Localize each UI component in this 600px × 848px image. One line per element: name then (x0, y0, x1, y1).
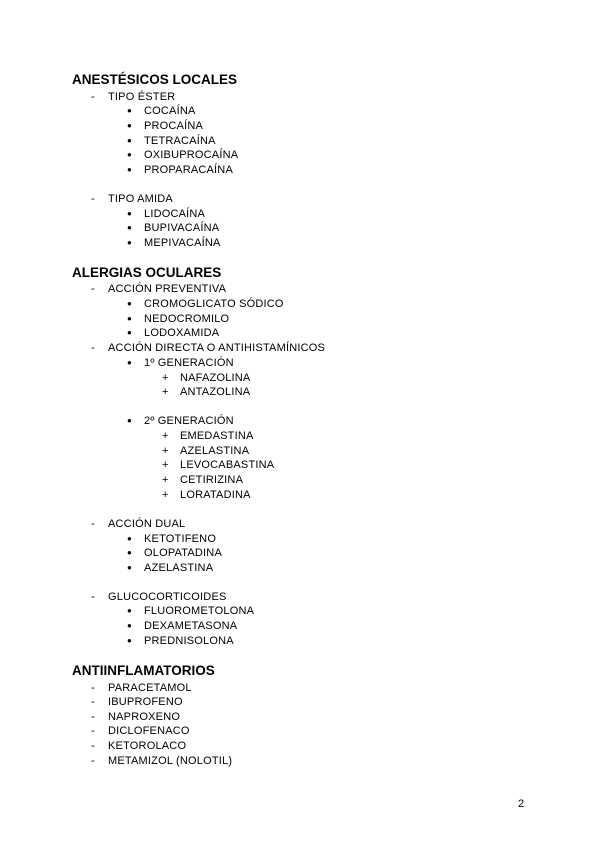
bullet-marker: ● (127, 636, 132, 645)
list-item-level-2: DEXAMETASONA (144, 620, 238, 632)
section-heading: ANTIINFLAMATORIOS (72, 663, 215, 678)
list-item-level-1: PARACETAMOL (108, 682, 192, 694)
dash-marker: - (91, 711, 95, 723)
list-item-level-3: ANTAZOLINA (180, 386, 251, 398)
list-item-level-3: LEVOCABASTINA (180, 459, 275, 471)
section-heading: ALERGIAS OCULARES (72, 265, 222, 280)
bullet-marker: ● (127, 209, 132, 218)
list-item-level-1: ACCIÓN DIRECTA O ANTIHISTAMÍNICOS (108, 342, 326, 354)
list-item-level-2: OXIBUPROCAÍNA (144, 149, 239, 161)
dash-marker: - (91, 755, 95, 767)
list-item-level-2: BUPIVACAÍNA (144, 222, 220, 234)
list-item-level-2: PROPARACAÍNA (144, 164, 233, 176)
list-item-level-3: LORATADINA (180, 489, 251, 501)
bullet-marker: ● (127, 563, 132, 572)
list-item-level-2: AZELASTINA (144, 562, 214, 574)
dash-marker: - (91, 591, 95, 603)
list-item-level-3: CETIRIZINA (180, 474, 244, 486)
list-item-level-2: PROCAÍNA (144, 120, 204, 132)
list-item-level-1: TIPO AMIDA (108, 193, 173, 205)
list-item-level-2: PREDNISOLONA (144, 635, 234, 647)
list-item-level-2: FLUOROMETOLONA (144, 605, 255, 617)
plus-marker: + (162, 474, 169, 486)
bullet-marker: ● (127, 223, 132, 232)
dash-marker: - (91, 193, 95, 205)
dash-marker: - (91, 725, 95, 737)
dash-marker: - (91, 740, 95, 752)
bullet-marker: ● (127, 238, 132, 247)
dash-marker: - (91, 682, 95, 694)
list-item-level-2: OLOPATADINA (144, 547, 222, 559)
list-item-level-2: CROMOGLICATO SÓDICO (144, 298, 284, 310)
dash-marker: - (91, 342, 95, 354)
bullet-marker: ● (127, 299, 132, 308)
list-item-level-2: NEDOCROMILO (144, 313, 230, 325)
list-item-level-1: IBUPROFENO (108, 696, 183, 708)
bullet-marker: ● (127, 150, 132, 159)
list-item-level-2: KETOTIFENO (144, 533, 217, 545)
bullet-marker: ● (127, 621, 132, 630)
bullet-marker: ● (127, 314, 132, 323)
list-item-level-2: COCAÍNA (144, 105, 196, 117)
list-item-level-3: NAFAZOLINA (180, 372, 251, 384)
list-item-level-2: TETRACAÍNA (144, 135, 216, 147)
bullet-marker: ● (127, 121, 132, 130)
plus-marker: + (162, 445, 169, 457)
list-item-level-1: ACCIÓN DUAL (108, 518, 186, 530)
bullet-marker: ● (127, 548, 132, 557)
bullet-marker: ● (127, 106, 132, 115)
dash-marker: - (91, 696, 95, 708)
plus-marker: + (162, 489, 169, 501)
bullet-marker: ● (127, 606, 132, 615)
dash-marker: - (91, 518, 95, 530)
list-item-level-2: 2º GENERACIÓN (144, 415, 234, 427)
plus-marker: + (162, 430, 169, 442)
bullet-marker: ● (127, 328, 132, 337)
bullet-marker: ● (127, 416, 132, 425)
bullet-marker: ● (127, 358, 132, 367)
dash-marker: - (91, 91, 95, 103)
plus-marker: + (162, 459, 169, 471)
page-number: 2 (518, 798, 525, 810)
dash-marker: - (91, 283, 95, 295)
list-item-level-1: DICLOFENACO (108, 725, 190, 737)
list-item-level-1: ACCIÓN PREVENTIVA (108, 283, 227, 295)
list-item-level-1: METAMIZOL (NOLOTIL) (108, 755, 233, 767)
list-item-level-1: GLUCOCORTICOIDES (108, 591, 227, 603)
list-item-level-2: MEPIVACAÍNA (144, 237, 221, 249)
bullet-marker: ● (127, 165, 132, 174)
plus-marker: + (162, 372, 169, 384)
bullet-marker: ● (127, 534, 132, 543)
section-heading: ANESTÉSICOS LOCALES (72, 72, 238, 87)
plus-marker: + (162, 386, 169, 398)
list-item-level-3: AZELASTINA (180, 445, 250, 457)
list-item-level-3: EMEDASTINA (180, 430, 254, 442)
list-item-level-1: TIPO ÉSTER (108, 91, 176, 103)
list-item-level-2: LIDOCAÍNA (144, 208, 206, 220)
bullet-marker: ● (127, 136, 132, 145)
list-item-level-2: 1º GENERACIÓN (144, 357, 234, 369)
list-item-level-1: NAPROXENO (108, 711, 181, 723)
list-item-level-2: LODOXAMIDA (144, 327, 220, 339)
list-item-level-1: KETOROLACO (108, 740, 187, 752)
